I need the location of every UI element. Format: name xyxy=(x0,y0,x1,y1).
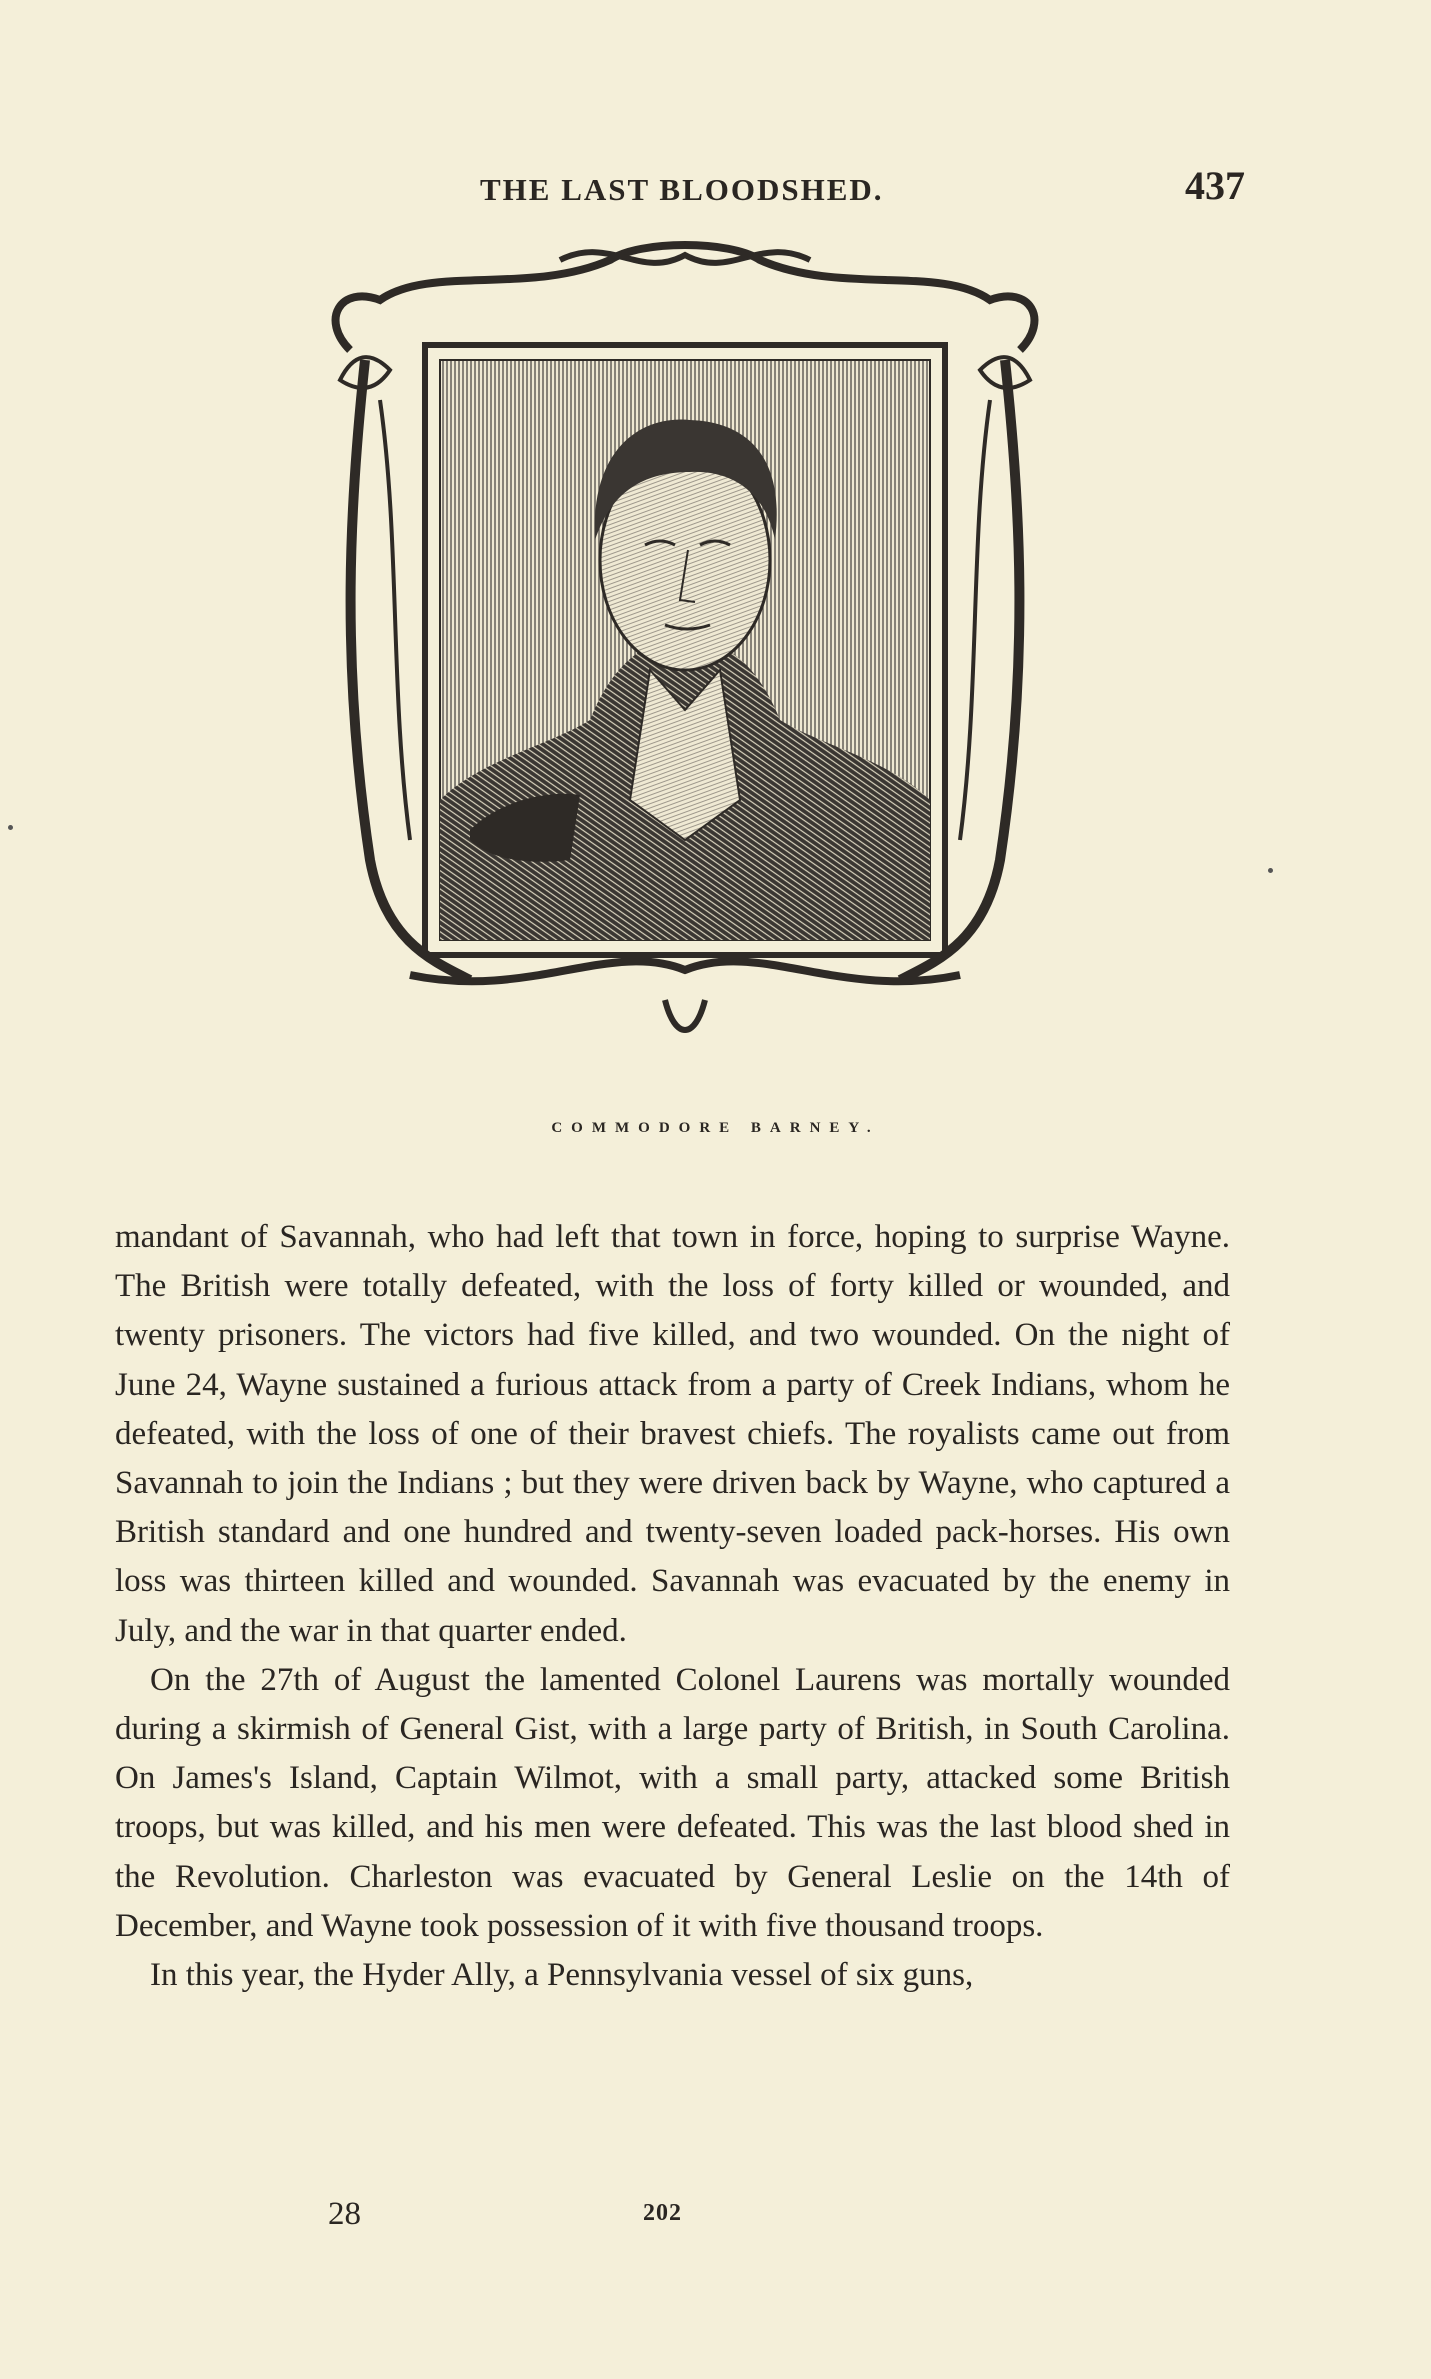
margin-speck xyxy=(8,825,13,830)
page-footer xyxy=(0,2196,1431,2236)
paragraph: On the 27th of August the lamented Colonel Laurens was mortally wounded during a skirmish of General Gist, with a large party of British, in South Carolina. On James's Island, Captain Wilmot, with a small party, attacked some British troops, but was killed, and his men were defeated. This was the last blood shed in the Revolution. Charleston was evacuated by General Leslie on the 14th of December, and Wayne took possession of it with five thousand troops. xyxy=(115,1661,1230,1944)
sheet-number: 202 xyxy=(643,2200,682,2226)
paragraph: In this year, the Hyder Ally, a Pennsylvania vessel of six guns, xyxy=(150,1957,974,1994)
paragraph: mandant of Savannah, who had left that town in force, hoping to surprise Wayne. The British were totally defeated, with the loss of forty killed or wounded, and twenty prisoners. The victors had five killed, and two wounded. On the night of June 24, Wayne sustained a furious attack from a party of Creek Indians, whom he defeated, with the loss of one of their bravest chiefs. The royalists came out from Savannah to join the Indians ; but they were driven back by Wayne, who captured a British standard and one hundred and twenty-seven loaded pack-horses. His own loss was thirteen killed and wounded. Savannah was evacuated by the enemy in July, and the war in that quarter ended. xyxy=(115,1219,1230,1649)
signature-mark: 28 xyxy=(328,2196,361,2232)
running-title: THE LAST BLOODSHED. xyxy=(480,172,884,207)
illustration-caption: COMMODORE BARNEY. xyxy=(551,1120,880,1136)
running-head xyxy=(115,160,1245,210)
portrait-engraving xyxy=(310,240,1060,1100)
page-number: 437 xyxy=(1185,163,1245,208)
margin-speck xyxy=(1268,868,1273,873)
body-text xyxy=(115,1213,1230,2000)
